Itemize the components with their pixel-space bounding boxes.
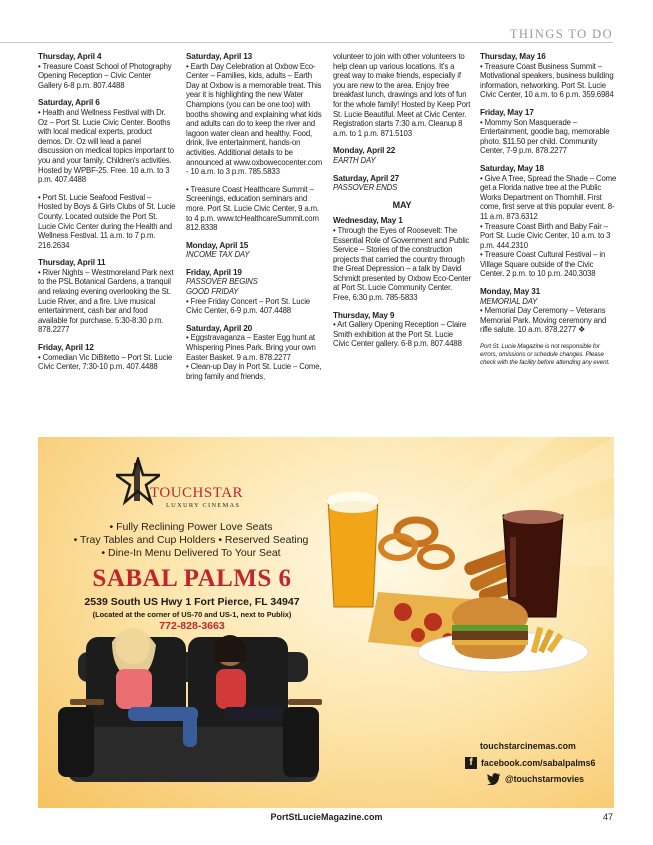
touchstar-advertisement[interactable] [38,437,614,808]
event-date: Monday, April 22 [333,146,396,156]
event-entry [480,287,618,335]
event-date: Friday, April 12 [38,343,94,353]
cinema-phone[interactable]: 772-828-3663 [159,620,225,632]
event-entry [480,164,618,279]
event-description: • Give A Tree, Spread the Shade – Come get a Florida native tree at the Public Works Department on Thornhill. First come, first serve at this popular event. 8-11 a.m. 873.6312 • Treasure Coast Birth and Baby Fair – Port St. Lucie Civic Center, 10 a.m. to 3 p.m. 444.2310 • Treasure Coast Cultural Festival – in Village Square outside of the Civic Center. 2 p.m. to 10 p.m. 240.3038 [480,173,617,279]
website-link[interactable]: touchstarcinemas.com [480,741,576,751]
event-description: • River Nights – Westmoreland Park next to the PSL Botanical Gardens, a tranquil and relaxing evening overlooking the St. Lucie River, and a fire. Live musical entertainment, cash bar and food available for purchase. 5:30-8:30 p.m. 878.2277 [38,267,174,335]
month-heading: MAY [392,199,412,210]
event-description: • Health and Wellness Festival with Dr. Oz – Port St. Lucie Civic Center. Booths with local medical experts, product demos. Dr. Oz will lead a panel discussion on medical topics important to you and your family. Children's activities. Hosted by WPBF-25. Free. 10 a.m. to 3 p.m. 407.4488 [38,107,174,185]
feature-item: • Tray Tables and Cup Holders • Reserved Seating [73,534,309,546]
cinema-name: SABAL PALMS 6 [92,565,292,592]
column-2 [186,52,324,389]
food-illustration [327,492,588,672]
event-description: • Earth Day Celebration at Oxbow Eco-Center – Families, kids, adults – Earth Day at Oxbow is a memorable treat. This year it is highlighting the new Water Champions (you can be one too) with booths showing and explaining what kids and adults can do to keep the river and lagoon water clean and healthy. Food, drink, live entertainment, hands-on activities. Additional details to be announced at www.oxbowecocenter.com - 10 a.m. to 3 p.m. 785.5833 [186,61,323,177]
column-4 [480,52,618,367]
event-entry [186,241,324,260]
event-description: • Treasure Coast School of Photography Opening Reception – Civic Center Gallery 6-8 p.m. 807.4488 [38,61,172,90]
event-description: • Free Friday Concert – Port St. Lucie Civic Center, 6-9 p.m. 407.4488 [186,296,310,316]
facebook-label: facebook.com/sabalpalms6 [481,758,596,768]
event-entry [333,52,471,138]
holiday-note: PASSOVER ENDS [333,183,398,193]
event-description: • Memorial Day Ceremony – Veterans Memorial Park. Moving ceremony and rifle salute. 10 a.m. 878.2277 ❖ [480,306,607,335]
event-date: Friday, May 17 [480,107,534,117]
event-description: • Through the Eyes of Roosevelt: The Essential Role of Government and Public Service – Stories of the construction projects that carried the country through the Great Depression – a talk by David Schmidt presented by Oxbow Eco-Center at Port St. Lucie Community Center. Free, 6:30 p.m. 785-5833 [333,225,471,303]
event-entry [38,258,176,335]
event-date: Thursday, May 9 [333,310,395,320]
event-date: Saturday, April 20 [186,323,253,333]
event-description: • Mommy Son Masquerade – Entertainment, goodie bag, memorable photo. $11.50 per child. Community Center, 7-9 p.m. 878.2277 [480,117,610,156]
event-entry [333,216,471,302]
event-date: Monday, May 31 [480,287,541,297]
logo-subtitle: LUXURY CINEMAS [166,502,241,509]
event-entry [480,52,618,100]
calendar-columns [38,52,617,424]
event-entry [38,98,176,184]
event-entry [186,52,324,177]
event-entry [480,108,618,156]
event-description: • Art Gallery Opening Reception – Claire Smith exhibition at the Port St. Lucie Civic Center gallery. 6-8 p.m. 807.4488 [333,320,467,349]
event-date: Thursday, April 4 [38,52,102,61]
twitter-link[interactable] [487,773,584,785]
event-date: Thursday, April 11 [38,258,106,268]
twitter-label: @touchstarmovies [505,774,584,784]
event-date: Wednesday, May 1 [333,216,403,226]
cinema-address: 2539 South US Hwy 1 Fort Pierce, FL 34947 [84,596,300,608]
holiday-note: MEMORIAL DAY [480,296,538,306]
header-rule [0,42,613,43]
event-date: Saturday, April 27 [333,173,400,183]
holiday-note: PASSOVER BEGINS GOOD FRIDAY [186,277,258,297]
disclaimer: Port St. Lucie Magazine is not responsible for errors, omissions or schedule changes. Please check with the facility before attending any event. [480,343,610,367]
page-number: 47 [602,812,613,822]
event-date: Friday, April 19 [186,267,242,277]
event-description: • Port St. Lucie Seafood Festival – Hosted by Boys & Girls Clubs of St. Lucie County. Located outside the Port St. Lucie Civic Center during the Health and Wellness Festival. 11 a.m. to 7 p.m. 216.2634 [38,192,176,250]
features-list [56,521,326,560]
logo-name: TOUCHSTAR [150,485,244,501]
event-entry [186,324,324,382]
theater-seats-photo [58,628,322,782]
event-date: Saturday, May 18 [480,163,544,173]
event-date: Saturday, April 13 [186,52,253,61]
location-note: (Located at the corner of US-70 and US-1, next to Publix) [92,610,292,619]
event-date: Thursday, May 16 [480,52,546,61]
facebook-link[interactable] [465,757,595,769]
column-1 [38,52,176,380]
feature-item: • Dine-In Menu Delivered To Your Seat [101,547,281,559]
touchstar-logo [116,457,276,517]
event-description: • Comedian Vic DiBitetto – Port St. Lucie Civic Center, 7:30-10 p.m. 407.4488 [38,352,173,372]
holiday-note: INCOME TAX DAY [186,250,250,260]
event-entry [186,268,324,316]
event-entry [186,185,324,233]
event-description: volunteer to join with other volunteers to help clean up various locations. It's a great way to make friends, especially if you are new to the area. Enjoy free breakfast lunch, drawings and lots of fun for the whole family! Hosted by Keep Port St. Lucie Beautiful. Meet at Civic Center. Registration starts 7:30 a.m. Cleanup 8 a.m. to 1 p.m. 871.5103 [333,52,471,138]
event-description: • Treasure Coast Healthcare Summit – Screenings, education seminars and more. Port St. Lucie Civic Center, 9 a.m. to 4 p.m. www.tcHealthcareSummit.com 812.8338 [186,184,319,233]
feature-item: • Fully Reclining Power Love Seats [109,521,273,533]
column-3 [333,52,471,357]
twitter-icon [487,773,501,785]
event-description: • Treasure Coast Business Summit – Motivational speakers, business building information, networking. Port St. Lucie Civic Center, 10 a.m. to 6 p.m. 359.6984 [480,61,614,100]
event-date: Monday, April 15 [186,240,249,250]
section-title: THINGS TO DO [509,27,613,41]
event-entry [38,193,176,251]
event-description: • Eggstravaganza – Easter Egg hunt at Whispering Pines Park. Bring your own Easter Basket. 9 a.m. 878.2277 • Clean-up Day in Port St. Lucie – Come, bring family and friends, [186,333,322,381]
event-entry [333,174,471,193]
facebook-icon: f [465,757,477,769]
event-entry [333,146,471,165]
event-entry [38,52,176,90]
event-entry [333,311,471,349]
event-date: Saturday, April 6 [38,98,100,108]
event-entry [38,343,176,372]
holiday-note: EARTH DAY [333,155,376,165]
footer-url[interactable]: PortStLucieMagazine.com [270,812,383,822]
